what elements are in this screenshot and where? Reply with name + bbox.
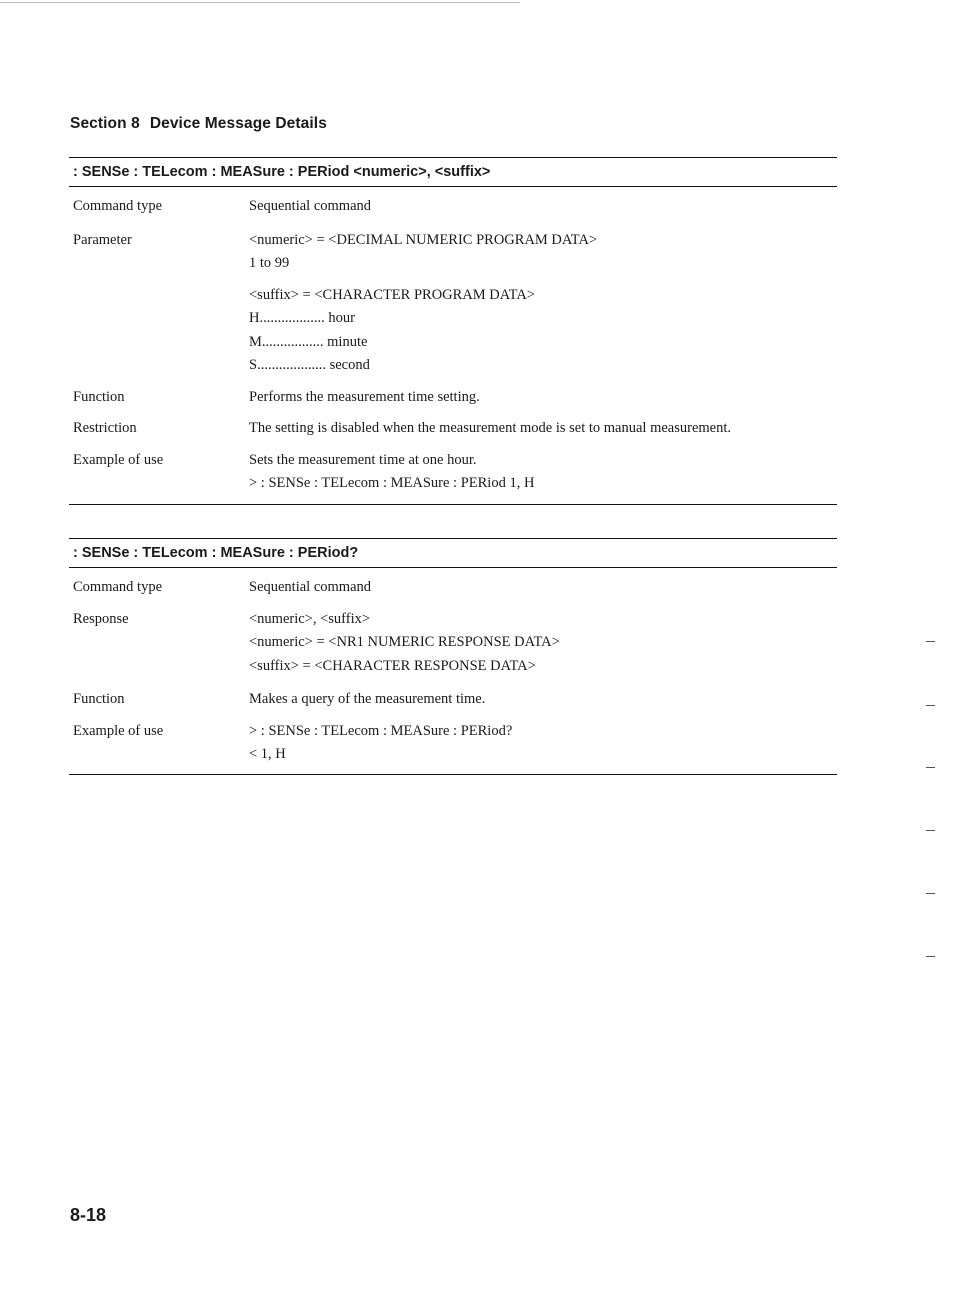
row-function bbox=[69, 688, 837, 712]
parameter-numeric-range: 1 to 99 bbox=[249, 255, 290, 271]
row-value: The setting is disabled when the measurement mode is set to manual measurement. bbox=[249, 420, 731, 436]
suffix-option-second bbox=[249, 354, 837, 378]
row-command-type bbox=[69, 576, 837, 600]
row-label: Response bbox=[73, 610, 129, 627]
row-command-type bbox=[69, 195, 837, 219]
option-description: minute bbox=[323, 333, 368, 350]
option-key: H bbox=[249, 310, 260, 326]
row-example-of-use bbox=[69, 720, 837, 767]
command-title: : SENSe : TELecom : MEASure : PERiod? bbox=[69, 538, 837, 568]
row-label: Parameter bbox=[73, 231, 132, 248]
row-label: Restriction bbox=[73, 420, 137, 436]
top-edge-rule bbox=[0, 2, 520, 3]
section-heading bbox=[70, 115, 327, 133]
command-block-period-set bbox=[69, 157, 837, 505]
row-label: Example of use bbox=[73, 722, 164, 739]
margin-tick-mark bbox=[926, 767, 935, 768]
block-bottom-rule bbox=[69, 774, 837, 775]
row-label: Command type bbox=[73, 198, 163, 214]
margin-tick-mark bbox=[926, 830, 935, 831]
margin-tick-mark bbox=[926, 956, 935, 957]
margin-tick-mark bbox=[926, 705, 935, 706]
response-format: <numeric>, <suffix> bbox=[249, 610, 371, 627]
command-block-period-query bbox=[69, 538, 837, 775]
block-bottom-rule bbox=[69, 504, 837, 505]
row-value: Sequential command bbox=[249, 579, 372, 595]
row-value: Makes a query of the measurement time. bbox=[249, 691, 486, 707]
section-number: Section 8 bbox=[70, 115, 140, 132]
option-leader-dots: ................... bbox=[257, 357, 326, 373]
row-parameter bbox=[69, 229, 837, 378]
option-description: second bbox=[325, 357, 370, 373]
response-numeric-definition: <numeric> = <NR1 NUMERIC RESPONSE DATA> bbox=[249, 634, 560, 650]
option-leader-dots: ................. bbox=[261, 333, 324, 350]
suffix-option-hour bbox=[249, 307, 837, 331]
example-response: < 1, H bbox=[249, 746, 286, 762]
option-key: M bbox=[249, 333, 262, 350]
row-label: Function bbox=[73, 691, 125, 707]
row-response bbox=[69, 608, 837, 679]
row-example-of-use bbox=[69, 449, 837, 496]
parameter-suffix-definition: <suffix> = <CHARACTER PROGRAM DATA> bbox=[249, 286, 535, 303]
row-label: Function bbox=[73, 388, 125, 405]
example-description: Sets the measurement time at one hour. bbox=[249, 451, 477, 468]
row-value: Performs the measurement time setting. bbox=[249, 388, 480, 405]
section-title: Device Message Details bbox=[149, 115, 327, 132]
row-label: Example of use bbox=[73, 451, 164, 468]
row-restriction bbox=[69, 417, 837, 441]
row-function bbox=[69, 386, 837, 410]
suffix-option-minute bbox=[249, 331, 837, 355]
command-title: : SENSe : TELecom : MEASure : PERiod <numeric>, <suffix> bbox=[69, 157, 837, 187]
margin-tick-mark bbox=[926, 641, 935, 642]
margin-tick-mark bbox=[926, 893, 935, 894]
option-leader-dots: .................. bbox=[259, 310, 325, 326]
option-description: hour bbox=[324, 310, 355, 326]
page-number: 8-18 bbox=[70, 1205, 107, 1225]
parameter-numeric-definition: <numeric> = <DECIMAL NUMERIC PROGRAM DATA> bbox=[249, 231, 598, 248]
option-key: S bbox=[249, 357, 258, 373]
response-suffix-definition: <suffix> = <CHARACTER RESPONSE DATA> bbox=[249, 657, 536, 674]
row-label: Command type bbox=[73, 579, 163, 595]
example-command: > : SENSe : TELecom : MEASure : PERiod? bbox=[249, 722, 513, 739]
example-command: > : SENSe : TELecom : MEASure : PERiod 1, H bbox=[249, 475, 535, 491]
row-value: Sequential command bbox=[249, 198, 372, 214]
